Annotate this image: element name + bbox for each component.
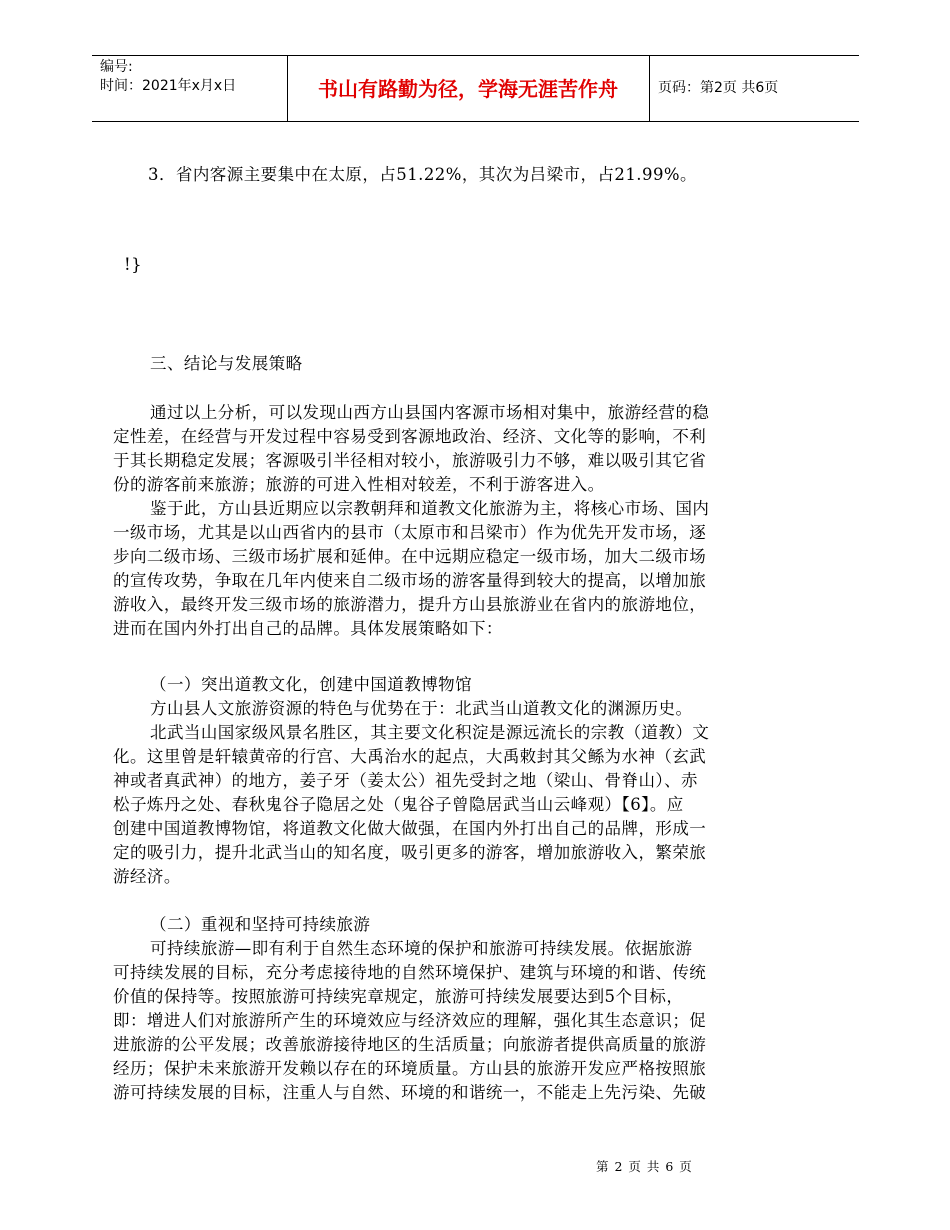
paragraph-line: 神或者真武神）的地方，姜子牙（姜太公）祖先受封之地（梁山、骨脊山）、赤 [113,771,698,790]
paragraph-line: 于其长期稳定发展；客源吸引半径相对较小，旅游吸引力不够，难以吸引其它省 [113,451,707,470]
page-footer: 第 2 页 共 6 页 [596,1159,693,1174]
paragraph-line: 创建中国道教博物馆，将道教文化做大做强，在国内外打出自己的品牌，形成一 [113,819,707,838]
paragraph-line: 一级市场，尤其是以山西省内的县市（太原市和吕梁市）作为优先开发市场，逐 [113,523,707,542]
paragraph-line: 3．省内客源主要集中在太原，占51.22%，其次为吕梁市，占21.99%。 [148,165,697,184]
header-top-rule [92,55,859,56]
paragraph-line: 定的吸引力，提升北武当山的知名度，吸引更多的游客，增加旅游收入，繁荣旅 [113,843,707,862]
doc-time-label: 时间：2021年x月x日 [100,78,237,94]
paragraph-line: 的宣传攻势，争取在几年内使来自二级市场的游客量得到较大的提高，以增加旅 [113,571,707,590]
page-indicator: 页码：第2页 共6页 [658,80,779,96]
paragraph-line: 游收入，最终开发三级市场的旅游潜力，提升方山县旅游业在省内的旅游地位， [113,595,707,614]
doc-number-label: 编号: [100,59,133,75]
paragraph-line: 北武当山国家级风景名胜区，其主要文化积淀是源远流长的宗教（道教）文 [150,723,710,742]
paragraph-line: 方山县人文旅游资源的特色与优势在于：北武当山道教文化的渊源历史。 [150,699,693,718]
header-bottom-rule [92,121,859,122]
paragraph-line: 进而在国内外打出自己的品牌。具体发展策略如下： [113,619,503,638]
paragraph-line: 定性差，在经营与开发过程中容易受到客源地政治、经济、文化等的影响，不利 [113,427,707,446]
header-divider-right [649,55,650,121]
paragraph-line: 价值的保持等。按照旅游可持续宪章规定，旅游可持续发展要达到5个目标， [113,987,684,1006]
subsection-heading: （一）突出道教文化，创建中国道教博物馆 [150,675,473,694]
header-motto: 书山有路勤为径，学海无涯苦作舟 [318,77,618,101]
paragraph-line: 份的游客前来旅游；旅游的可进入性相对较差，不利于游客进入。 [113,475,605,494]
paragraph-line: 步向二级市场、三级市场扩展和延伸。在中远期应稳定一级市场，加大二级市场 [113,547,707,566]
subsection-heading: （二）重视和坚持可持续旅游 [150,915,371,934]
paragraph-line: 鉴于此，方山县近期应以宗教朝拜和道教文化旅游为主，将核心市场、国内 [150,499,710,518]
paragraph-line: 可持续发展的目标，充分考虑接待地的自然环境保护、建筑与环境的和谐、传统 [113,963,707,982]
section-heading: 三、结论与发展策略 [150,354,303,373]
paragraph-line: 游经济。 [113,867,181,886]
stray-text: !} [124,255,143,274]
paragraph-line: 松子炼丹之处、春秋鬼谷子隐居之处（鬼谷子曾隐居武当山云峰观）【6】。应 [113,795,684,814]
paragraph-line: 经历；保护未来旅游开发赖以存在的环境质量。方山县的旅游开发应严格按照旅 [113,1059,707,1078]
paragraph-line: 游可持续发展的目标，注重人与自然、环境的和谐统一，不能走上先污染、先破 [113,1083,707,1102]
paragraph-line: 通过以上分析，可以发现山西方山县国内客源市场相对集中，旅游经营的稳 [150,403,710,422]
paragraph-line: 即：增进人们对旅游所产生的环境效应与经济效应的理解，强化其生态意识；促 [113,1011,707,1030]
paragraph-line: 可持续旅游—即有利于自然生态环境的保护和旅游可持续发展。依据旅游 [150,939,693,958]
paragraph-line: 进旅游的公平发展；改善旅游接待地区的生活质量；向旅游者提供高质量的旅游 [113,1035,707,1054]
paragraph-line: 化。这里曾是轩辕黄帝的行宫、大禹治水的起点，大禹敕封其父鲧为水神（玄武 [113,747,707,766]
